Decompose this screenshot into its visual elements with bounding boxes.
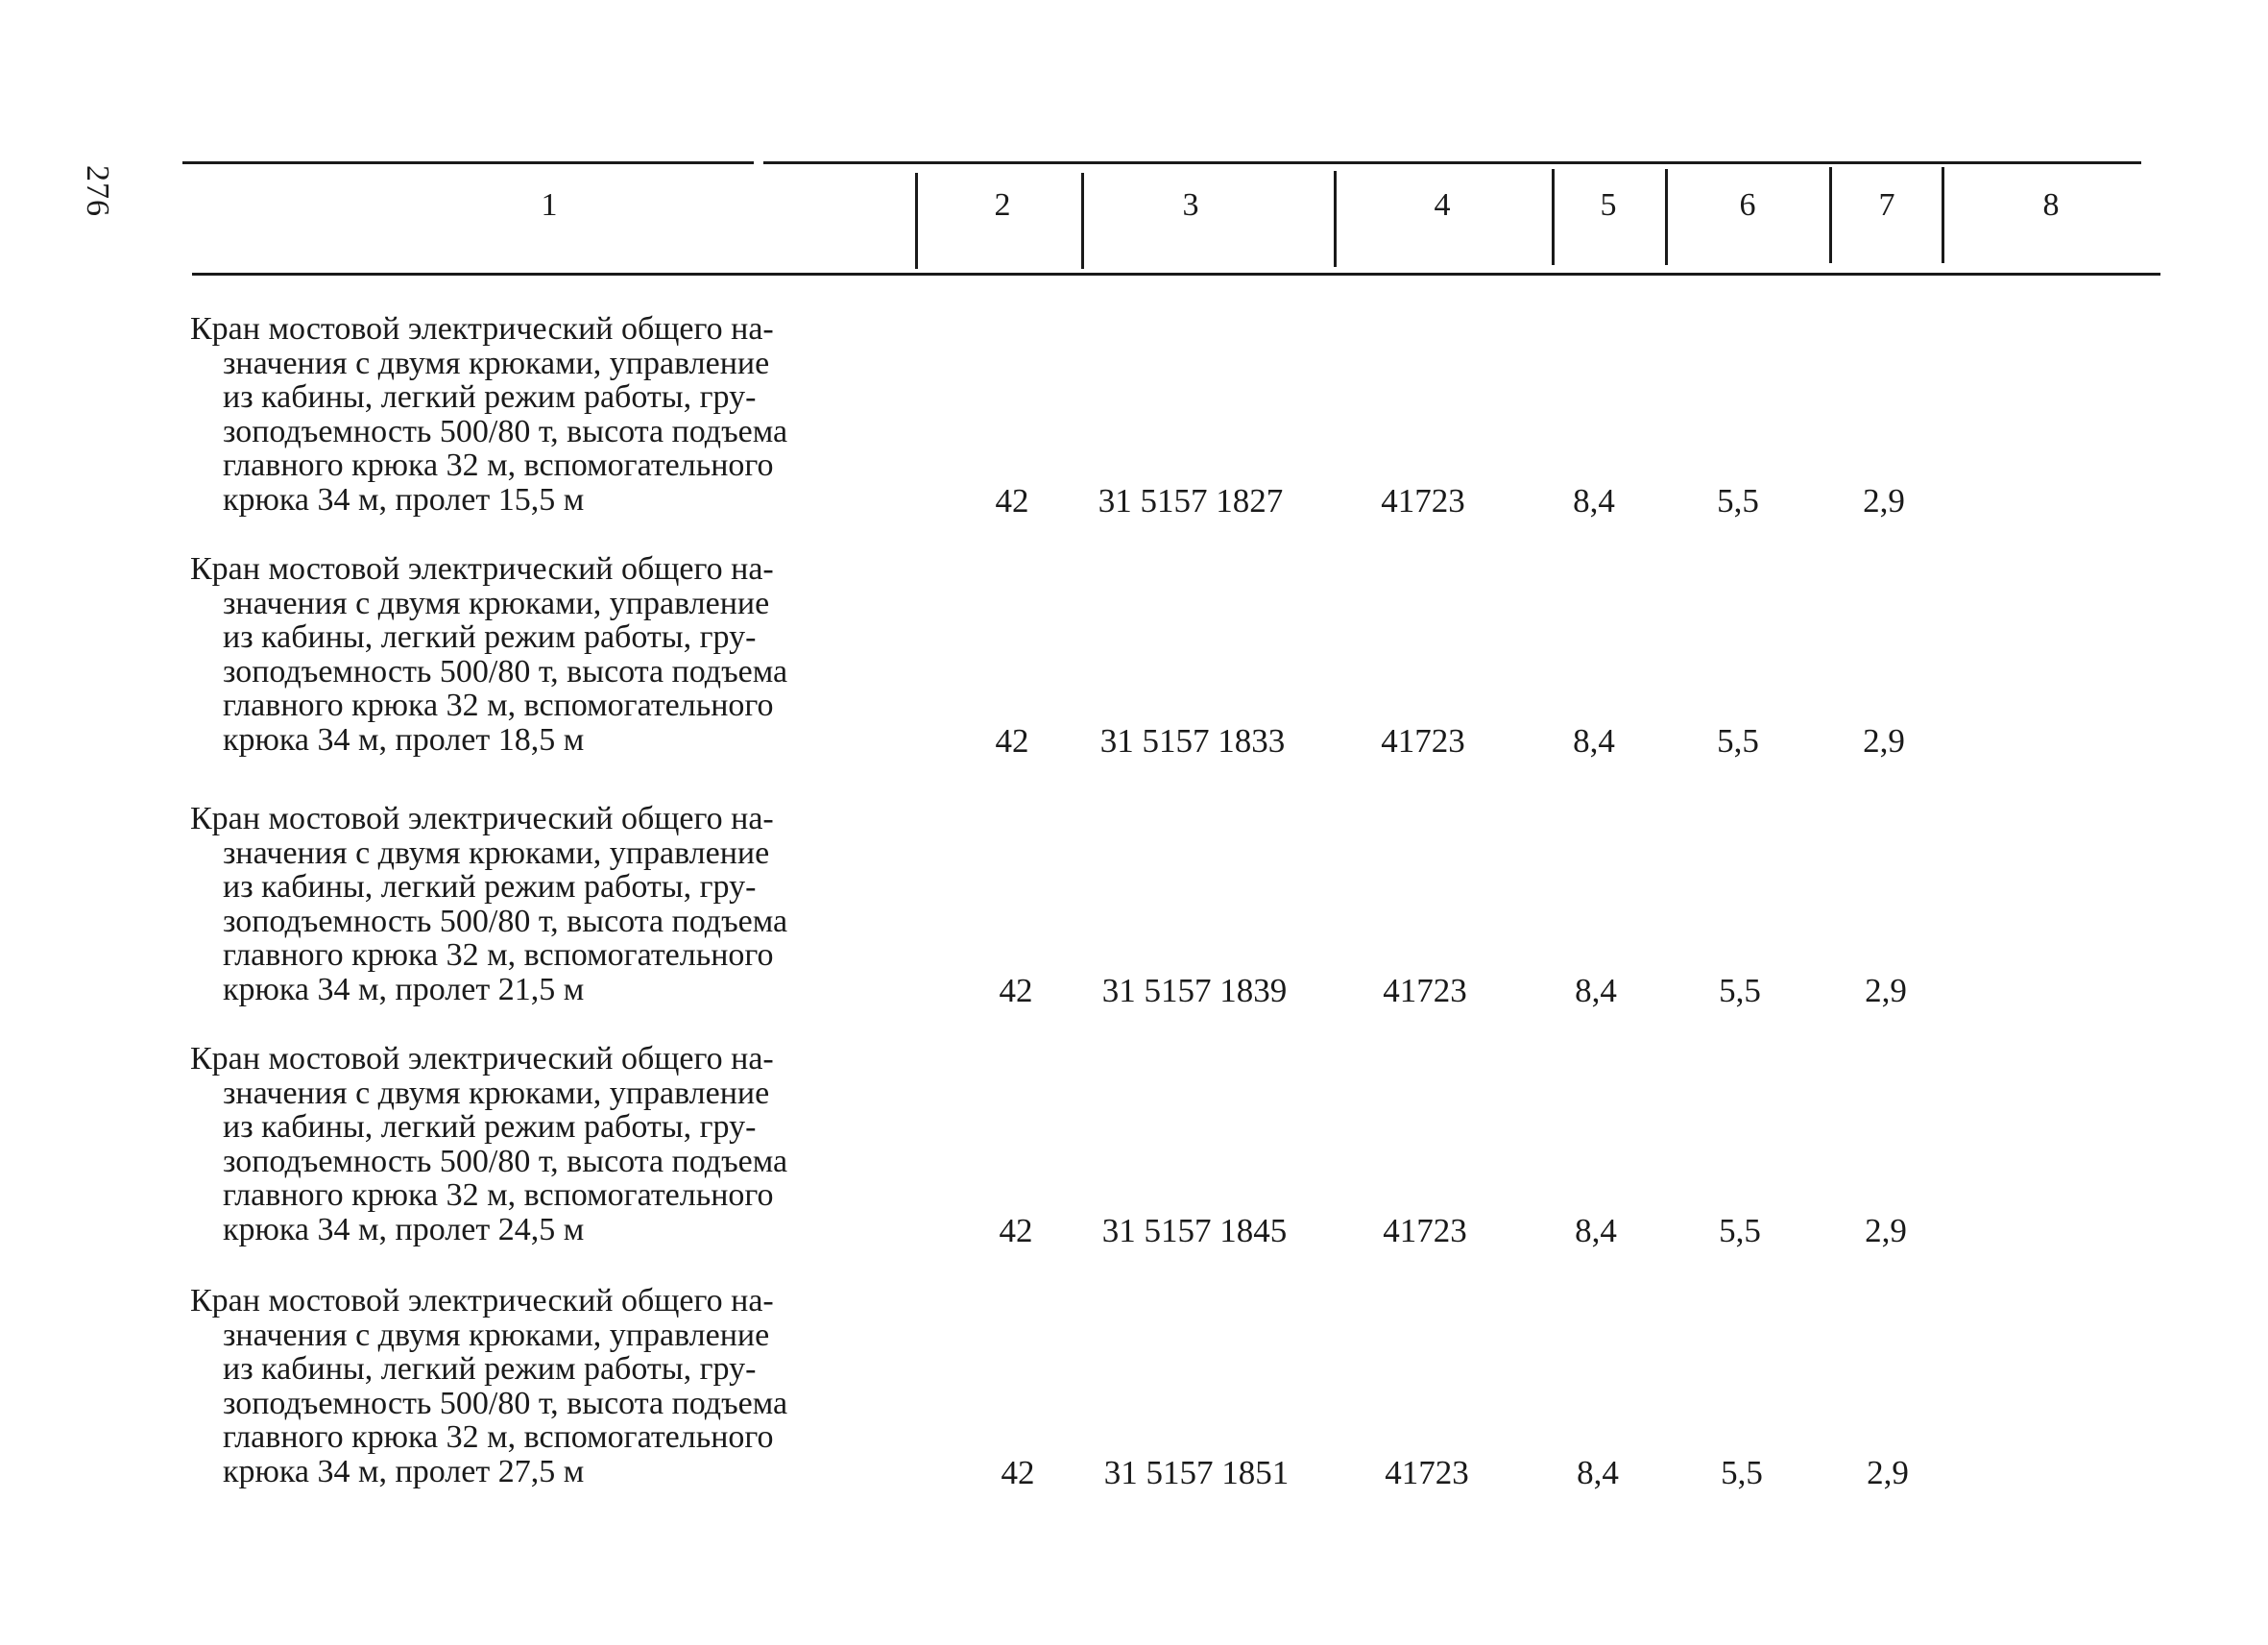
- description-line: главного крюка 32 м, вспомогательного: [223, 688, 774, 723]
- description-line: крюка 34 м, пролет 15,5 м: [223, 481, 585, 518]
- col-header-3: 3: [1182, 187, 1199, 223]
- cell-col4: 41723: [1381, 722, 1465, 760]
- cell-col5: 8,4: [1573, 482, 1615, 520]
- cell-col7: 2,9: [1867, 1454, 1909, 1491]
- description-line: значения с двумя крюками, управление: [223, 345, 770, 381]
- cell-col5: 8,4: [1573, 722, 1615, 760]
- col-sep-7: [1942, 167, 1944, 263]
- cell-col6: 5,5: [1717, 722, 1759, 760]
- description-line: из кабины, легкий режим работы, гру-: [223, 379, 757, 415]
- col-header-8: 8: [2042, 187, 2060, 223]
- description-line: главного крюка 32 м, вспомогательного: [223, 1419, 774, 1455]
- header-bottom-rule: [192, 273, 2160, 276]
- cell-col5: 8,4: [1575, 1212, 1617, 1249]
- description-line: значения с двумя крюками, управление: [223, 835, 770, 871]
- cell-col7: 2,9: [1863, 722, 1905, 760]
- page-number: 276: [80, 165, 115, 217]
- cell-col4: 41723: [1383, 972, 1467, 1009]
- cell-col3: 31 5157 1839: [1101, 972, 1288, 1009]
- header-top-rule-right: [763, 161, 2141, 164]
- description-line: значения с двумя крюками, управление: [223, 1075, 770, 1111]
- description-line: из кабины, легкий режим работы, гру-: [223, 869, 757, 905]
- description-line: крюка 34 м, пролет 27,5 м: [223, 1453, 585, 1489]
- cell-col2: 42: [995, 722, 1029, 760]
- description-line: Кран мостовой электрический общего на-: [190, 1283, 774, 1318]
- col-header-1: 1: [541, 187, 558, 223]
- description-line: зоподъемность 500/80 т, высота подъема: [223, 653, 788, 689]
- cell-col3: 31 5157 1833: [1099, 722, 1286, 760]
- cell-col6: 5,5: [1719, 1212, 1761, 1249]
- description-line: главного крюка 32 м, вспомогательного: [223, 1177, 774, 1213]
- description-line: из кабины, легкий режим работы, гру-: [223, 1109, 757, 1145]
- col-sep-1: [915, 173, 918, 269]
- description-line: Кран мостовой электрический общего на-: [190, 801, 774, 836]
- row-description: [190, 312, 912, 517]
- col-sep-2: [1081, 173, 1084, 269]
- cell-col2: 42: [999, 1212, 1033, 1249]
- cell-col6: 5,5: [1719, 972, 1761, 1009]
- cell-col2: 42: [995, 482, 1029, 520]
- description-line: Кран мостовой электрический общего на-: [190, 551, 774, 587]
- cell-col4: 41723: [1385, 1454, 1469, 1491]
- row-description: [190, 552, 912, 757]
- cell-col4: 41723: [1381, 482, 1465, 520]
- description-line: Кран мостовой электрический общего на-: [190, 311, 774, 347]
- header-top-rule-left: [182, 161, 754, 164]
- col-header-6: 6: [1739, 187, 1756, 223]
- cell-col3: 31 5157 1851: [1103, 1454, 1290, 1491]
- description-line: крюка 34 м, пролет 18,5 м: [223, 721, 585, 758]
- description-line: зоподъемность 500/80 т, высота подъема: [223, 1385, 788, 1421]
- description-line: крюка 34 м, пролет 24,5 м: [223, 1211, 585, 1247]
- col-header-7: 7: [1878, 187, 1895, 223]
- description-line: из кабины, легкий режим работы, гру-: [223, 1351, 757, 1387]
- description-line: крюка 34 м, пролет 21,5 м: [223, 971, 585, 1007]
- cell-col3: 31 5157 1845: [1101, 1212, 1288, 1249]
- description-line: главного крюка 32 м, вспомогательного: [223, 448, 774, 483]
- cell-col4: 41723: [1383, 1212, 1467, 1249]
- cell-col6: 5,5: [1717, 482, 1759, 520]
- cell-col2: 42: [999, 972, 1033, 1009]
- col-sep-4: [1552, 169, 1555, 265]
- cell-col7: 2,9: [1865, 1212, 1907, 1249]
- description-line: главного крюка 32 м, вспомогательного: [223, 937, 774, 973]
- col-sep-6: [1829, 167, 1832, 263]
- row-description: [190, 1042, 912, 1246]
- description-line: зоподъемность 500/80 т, высота подъема: [223, 1143, 788, 1179]
- cell-col6: 5,5: [1721, 1454, 1763, 1491]
- col-header-5: 5: [1600, 187, 1617, 223]
- description-line: значения с двумя крюками, управление: [223, 1317, 770, 1353]
- cell-col3: 31 5157 1827: [1098, 482, 1284, 520]
- col-header-2: 2: [994, 187, 1011, 223]
- cell-col7: 2,9: [1865, 972, 1907, 1009]
- cell-col2: 42: [1001, 1454, 1035, 1491]
- description-line: зоподъемность 500/80 т, высота подъема: [223, 903, 788, 939]
- cell-col5: 8,4: [1577, 1454, 1619, 1491]
- description-line: из кабины, легкий режим работы, гру-: [223, 619, 757, 655]
- cell-col7: 2,9: [1863, 482, 1905, 520]
- description-line: Кран мостовой электрический общего на-: [190, 1041, 774, 1077]
- description-line: значения с двумя крюками, управление: [223, 585, 770, 621]
- row-description: [190, 1284, 912, 1488]
- cell-col5: 8,4: [1575, 972, 1617, 1009]
- col-header-4: 4: [1434, 187, 1451, 223]
- row-description: [190, 802, 912, 1006]
- col-sep-3: [1334, 171, 1337, 267]
- description-line: зоподъемность 500/80 т, высота подъема: [223, 413, 788, 449]
- col-sep-5: [1665, 169, 1668, 265]
